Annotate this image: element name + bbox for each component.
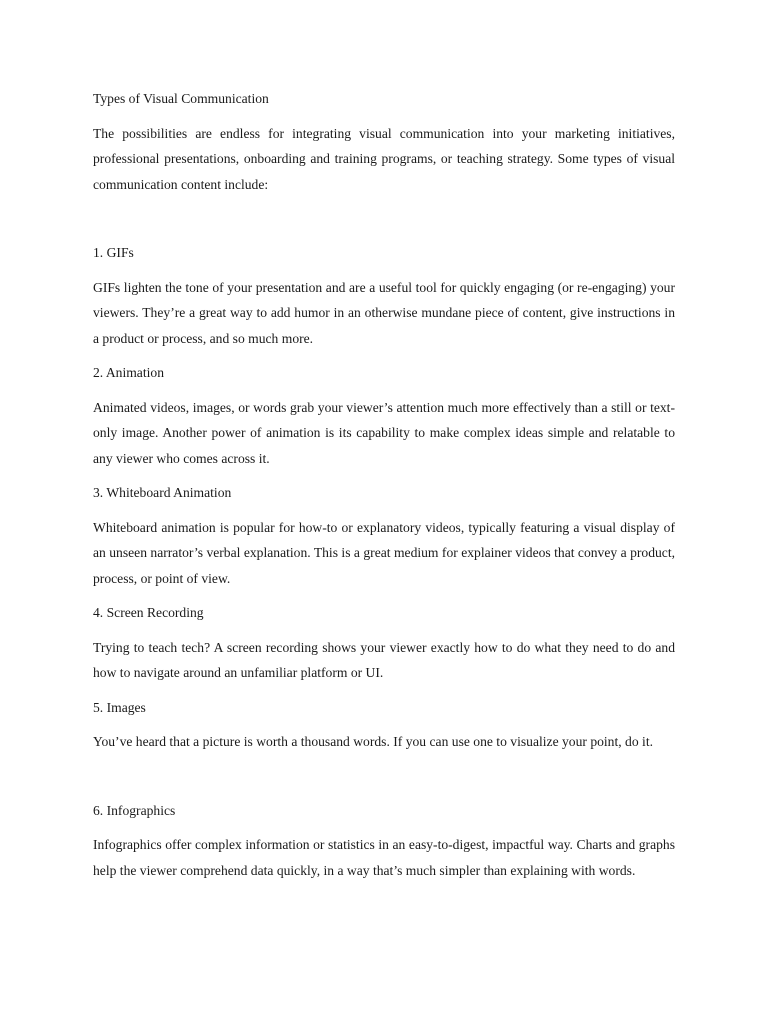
section-body-whiteboard-animation: Whiteboard animation is popular for how-to or explanatory videos, typically featuring a visual display of an unseen narrator’s verbal explanation. This is a great medium for explainer videos that convey a product, process, or point of view. bbox=[93, 519, 675, 586]
blank-line bbox=[93, 206, 675, 240]
document-page bbox=[93, 86, 675, 892]
section-heading-screen-recording: 4. Screen Recording bbox=[93, 605, 204, 620]
section-heading-infographics: 6. Infographics bbox=[93, 802, 176, 818]
document-title: Types of Visual Communication bbox=[93, 91, 269, 106]
section-body-images: You’ve heard that a picture is worth a thousand words. If you can use one to visualize your point, do it. bbox=[93, 734, 653, 749]
section-heading-gifs: 1. GIFs bbox=[93, 245, 134, 260]
section-heading-images: 5. Images bbox=[93, 699, 146, 715]
section-body-infographics: Infographics offer complex information or statistics in an easy-to-digest, impactful way. Charts and graphs help the viewer comprehend data quickly, in a way that’s much simpler than explaining with words. bbox=[93, 837, 675, 878]
section-body-animation: Animated videos, images, or words grab your viewer’s attention much more effectively than a still or text-only image. Another power of animation is its capability to make complex ideas simple and relatable to any viewer who comes across it. bbox=[93, 399, 675, 466]
section-heading-animation: 2. Animation bbox=[93, 365, 164, 380]
blank-line bbox=[93, 764, 675, 798]
section-body-gifs: GIFs lighten the tone of your presentation and are a useful tool for quickly engaging (or re-engaging) your viewers. They’re a great way to add humor in an otherwise mundane piece of content, give instructions in a product or process, and so much more. bbox=[93, 279, 675, 346]
intro-paragraph: The possibilities are endless for integrating visual communication into your marketing initiatives, professional presentations, onboarding and training programs, or teaching strategy. Some types of visual communication content include: bbox=[93, 125, 675, 192]
section-body-screen-recording: Trying to teach tech? A screen recording shows your viewer exactly how to do what they need to do and how to navigate around an unfamiliar platform or UI. bbox=[93, 639, 675, 680]
section-heading-whiteboard-animation: 3. Whiteboard Animation bbox=[93, 485, 232, 500]
